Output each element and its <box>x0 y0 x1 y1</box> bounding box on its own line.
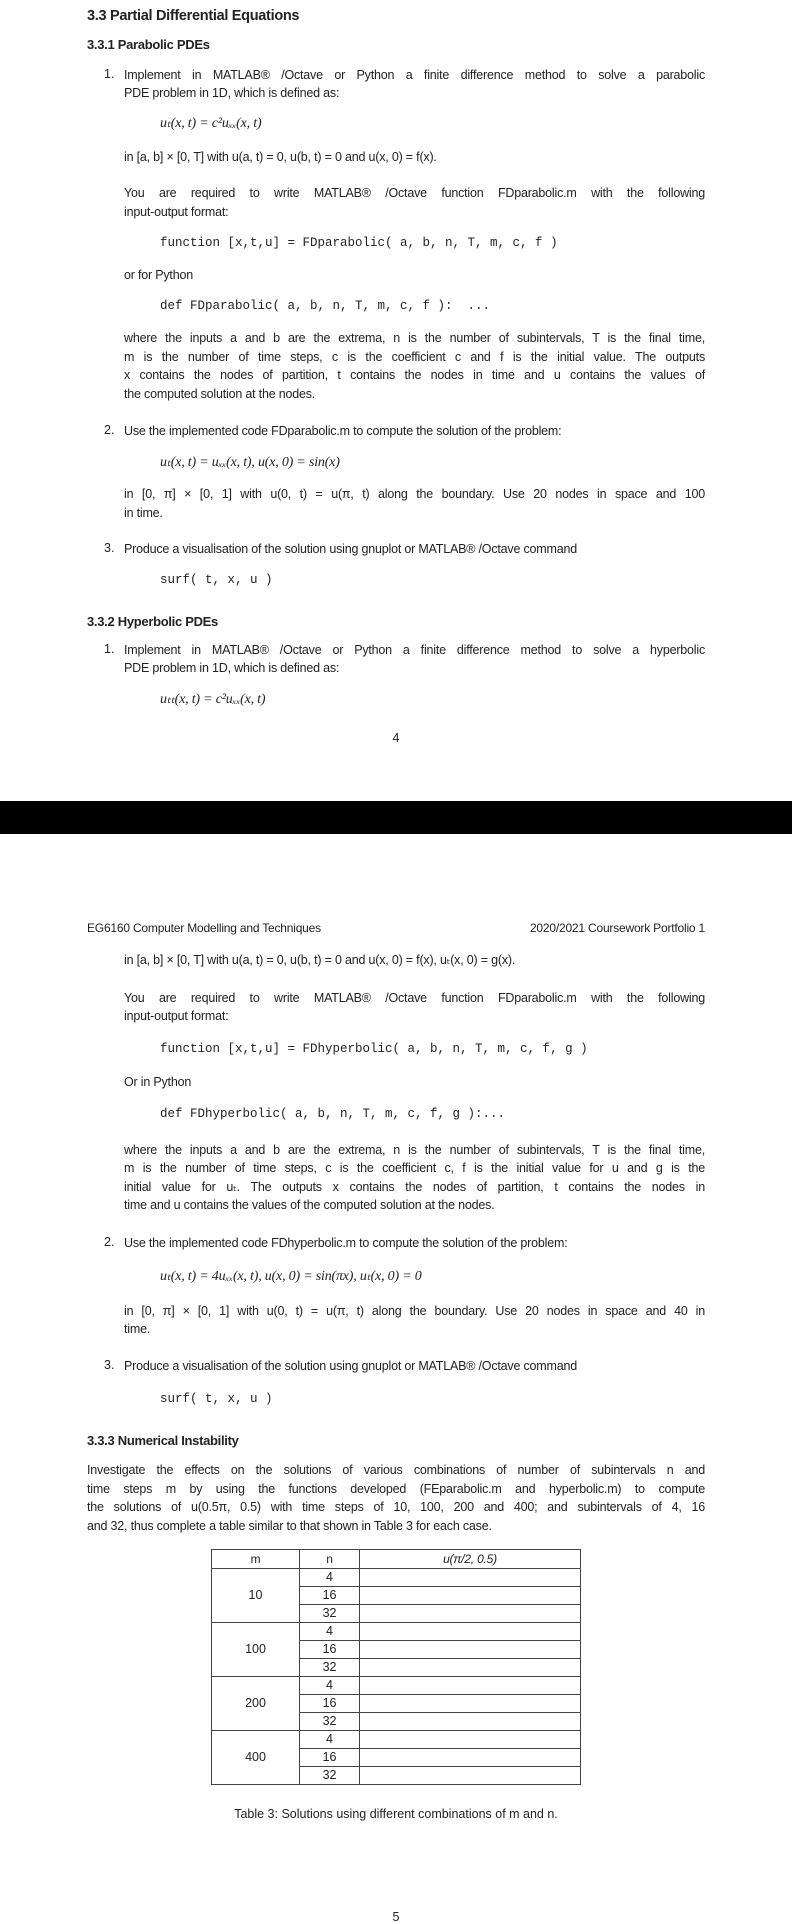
cell-u <box>360 1587 581 1605</box>
paragraph-line: in [0, π] × [0, 1] with u(0, t) = u(π, t) along the boundary. Use 20 nodes in space and 40 in <box>124 1304 705 1318</box>
table-caption: Table 3: Solutions using different combinations of m and n. <box>234 1807 558 1821</box>
paragraph-line: Implement in MATLAB® /Octave or Python a finite difference method to solve a hyperbolic <box>124 643 705 657</box>
list-number: 2. <box>104 1235 115 1249</box>
paragraph-line: Use the implemented code FDparabolic.m to compute the solution of the problem: <box>124 424 562 438</box>
cell-u <box>360 1767 581 1785</box>
paragraph-line: the computed solution at the nodes. <box>124 387 316 401</box>
cell-n: 32 <box>300 1713 360 1731</box>
table-row <box>212 1569 581 1587</box>
cell-m: 400 <box>212 1731 300 1785</box>
page-number: 4 <box>392 731 400 745</box>
list-number: 3. <box>104 1358 115 1372</box>
code-line: def FDhyperbolic( a, b, n, T, m, c, f, g ):... <box>160 1107 506 1121</box>
paragraph-line: m is the number of time steps, c is the coefficient c and f is the initial value. The outputs <box>124 350 705 364</box>
table-header-row <box>212 1550 581 1569</box>
running-header-right: 2020/2021 Coursework Portfolio 1 <box>529 921 705 935</box>
paragraph-line: m is the number of time steps, c is the coefficient c, f is the initial value for u and g is the <box>124 1161 705 1175</box>
section-title: 3.3 Partial Differential Equations <box>87 8 300 24</box>
paragraph-line: input-output format: <box>124 205 229 219</box>
paragraph-line: initial value for uₜ. The outputs x contains the nodes of partition, t contains the nodes in <box>124 1180 705 1194</box>
subsection-title-parabolic: 3.3.1 Parabolic PDEs <box>87 37 210 52</box>
subsection-title-hyperbolic: 3.3.2 Hyperbolic PDEs <box>87 614 218 629</box>
paragraph-line: where the inputs a and b are the extrema, n is the number of subintervals, T is the final time, <box>124 331 705 345</box>
paragraph-line: Implement in MATLAB® /Octave or Python a finite difference method to solve a parabolic <box>124 68 705 82</box>
cell-u <box>360 1623 581 1641</box>
paragraph-line: where the inputs a and b are the extrema, n is the number of subintervals, T is the final time, <box>124 1143 705 1157</box>
paragraph-line: x contains the nodes of partition, t contains the nodes in time and u contains the values of <box>124 368 705 382</box>
code-line: def FDparabolic( a, b, n, T, m, c, f ): ... <box>160 299 491 313</box>
paragraph-line: You are required to write MATLAB® /Octave function FDparabolic.m with the following <box>124 186 705 200</box>
list-number: 3. <box>104 541 115 555</box>
paragraph-line: PDE problem in 1D, which is defined as: <box>124 661 340 675</box>
paragraph-line: in [a, b] × [0, T] with u(a, t) = 0, u(b, t) = 0 and u(x, 0) = f(x). <box>124 150 437 164</box>
cell-n: 16 <box>300 1641 360 1659</box>
cell-u <box>360 1695 581 1713</box>
code-line: function [x,t,u] = FDparabolic( a, b, n, T, m, c, f ) <box>160 236 558 250</box>
paragraph-line: and 32, thus complete a table similar to that shown in Table 3 for each case. <box>87 1519 492 1533</box>
paragraph-line: in [a, b] × [0, T] with u(a, t) = 0, u(b, t) = 0 and u(x, 0) = f(x), uₜ(x, 0) = g(x). <box>124 953 516 967</box>
cell-u <box>360 1641 581 1659</box>
paragraph-line: PDE problem in 1D, which is defined as: <box>124 86 340 100</box>
cell-n: 4 <box>300 1677 360 1695</box>
paragraph-line: You are required to write MATLAB® /Octave function FDparabolic.m with the following <box>124 991 705 1005</box>
subsection-title-instability: 3.3.3 Numerical Instability <box>87 1433 239 1448</box>
paragraph-line: Produce a visualisation of the solution using gnuplot or MATLAB® /Octave command <box>124 1359 577 1373</box>
cell-u <box>360 1713 581 1731</box>
paragraph-line: Produce a visualisation of the solution using gnuplot or MATLAB® /Octave command <box>124 542 577 556</box>
code-line: surf( t, x, u ) <box>160 573 273 587</box>
paragraph-line: Investigate the effects on the solutions of various combinations of number of subintervals n and <box>87 1463 705 1477</box>
cell-n: 32 <box>300 1767 360 1785</box>
header-u: u(π/2, 0.5) <box>360 1550 581 1569</box>
equation: uₜ(x, t) = uₓₓ(x, t), u(x, 0) = sin(x) <box>160 455 340 470</box>
cell-u <box>360 1749 581 1767</box>
code-line: function [x,t,u] = FDhyperbolic( a, b, n, T, m, c, f, g ) <box>160 1042 588 1056</box>
equation: uₜ(x, t) = 4uₓₓ(x, t), u(x, 0) = sin(πx), uₜ(x, 0) = 0 <box>160 1269 422 1284</box>
paragraph-line: time steps m by using the functions developed (FEparabolic.m and hyperbolic.m) to compute <box>87 1482 705 1496</box>
table-row <box>212 1677 581 1695</box>
cell-n: 32 <box>300 1605 360 1623</box>
cell-n: 16 <box>300 1695 360 1713</box>
cell-u <box>360 1731 581 1749</box>
page-separator <box>0 801 792 834</box>
cell-u <box>360 1677 581 1695</box>
cell-u <box>360 1659 581 1677</box>
paragraph-line: in time. <box>124 506 163 520</box>
cell-n: 4 <box>300 1731 360 1749</box>
cell-m: 10 <box>212 1569 300 1623</box>
list-number: 1. <box>104 67 115 81</box>
equation: uₜ(x, t) = c²uₓₓ(x, t) <box>160 116 262 131</box>
cell-u <box>360 1605 581 1623</box>
list-number: 1. <box>104 642 115 656</box>
paragraph-line: the solutions of u(0.5π, 0.5) with time steps of 10, 100, 200 and 400; and subintervals of 4, 16 <box>87 1500 705 1514</box>
paragraph-line: in [0, π] × [0, 1] with u(0, t) = u(π, t) along the boundary. Use 20 nodes in space and 100 <box>124 487 705 501</box>
paragraph-line: time. <box>124 1322 151 1336</box>
paragraph-line: input-output format: <box>124 1009 229 1023</box>
paragraph-line: or for Python <box>124 268 193 282</box>
paragraph-line: Use the implemented code FDhyperbolic.m to compute the solution of the problem: <box>124 1236 568 1250</box>
paragraph-line: Or in Python <box>124 1075 192 1089</box>
cell-n: 4 <box>300 1569 360 1587</box>
paragraph-line: time and u contains the values of the computed solution at the nodes. <box>124 1198 495 1212</box>
table-row <box>212 1731 581 1749</box>
cell-n: 16 <box>300 1749 360 1767</box>
list-number: 2. <box>104 423 115 437</box>
cell-m: 100 <box>212 1623 300 1677</box>
equation: uₜₜ(x, t) = c²uₓₓ(x, t) <box>160 692 266 707</box>
table-row <box>212 1623 581 1641</box>
cell-u <box>360 1569 581 1587</box>
header-n: n <box>300 1550 360 1569</box>
results-table <box>211 1549 581 1785</box>
cell-n: 16 <box>300 1587 360 1605</box>
header-m: m <box>212 1550 300 1569</box>
running-header-left: EG6160 Computer Modelling and Techniques <box>87 921 321 935</box>
page-number: 5 <box>392 1910 400 1924</box>
cell-m: 200 <box>212 1677 300 1731</box>
cell-n: 32 <box>300 1659 360 1677</box>
code-line: surf( t, x, u ) <box>160 1392 273 1406</box>
cell-n: 4 <box>300 1623 360 1641</box>
